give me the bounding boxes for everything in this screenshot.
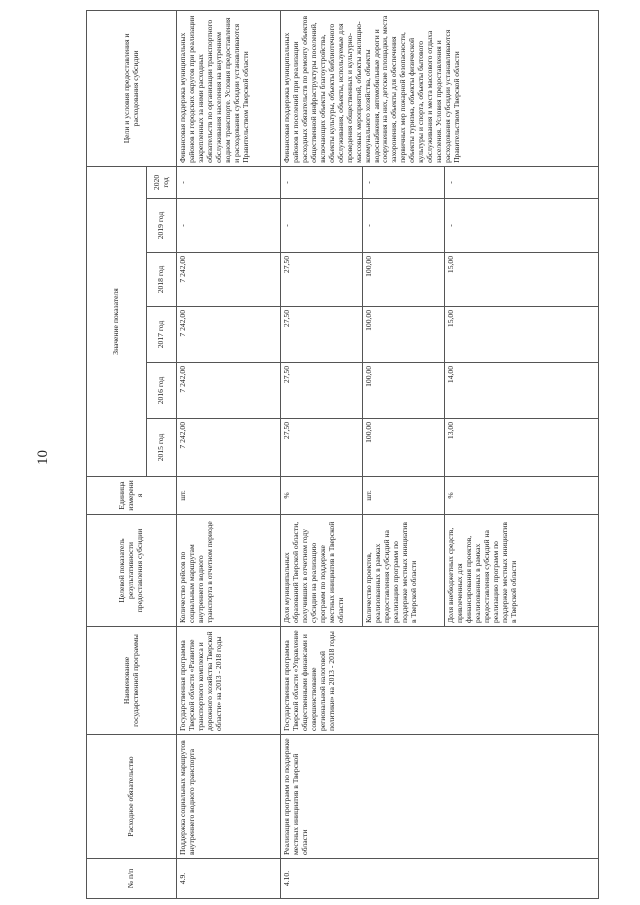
row-program: Государственная программа Тверской области «Развитие транспортного комплекса и дорожного хозяйства Тверской области» на 2013 - 2018 годы <box>177 627 281 735</box>
row-goals: Финансовая поддержка муниципальных районов и городских округов при реализации закрепленных за ними расходных обязательств по организации транспортного обслуживания населения на внутреннем водном транспорте. Условия предоставления и расходования субсидии устанавливаются Правительством Тверской области <box>177 10 281 166</box>
row-no: 4.9. <box>177 859 281 899</box>
value-2015: 7 242,00 <box>177 419 281 477</box>
header-unit: Единица измерения <box>87 477 177 515</box>
header-obligation: Расходное обязательство <box>87 735 177 859</box>
header-year-2018: 2018 год <box>147 253 177 307</box>
row-obligation: Реализация программ по поддержке местных инициатив в Тверской области <box>281 735 599 859</box>
value-2017: 15,00 <box>445 307 599 363</box>
row-unit: % <box>281 477 363 515</box>
row-program: Государственная программа Тверской области «Управление общественными финансами и совершенствование региональной налоговой политики» на 2013 - 2018 годы <box>281 627 599 735</box>
value-2019: - <box>445 199 599 253</box>
header-indicator: Целевой показатель результативности предоставления субсидии <box>87 515 177 627</box>
value-2020: - <box>363 166 445 198</box>
header-year-2017: 2017 год <box>147 307 177 363</box>
row-no: 4.10. <box>281 859 599 899</box>
value-2018: 7 242,00 <box>177 253 281 307</box>
header-values-group: Значение показателя <box>87 166 147 476</box>
header-program: Наименование государственной программы <box>87 627 177 735</box>
row-obligation: Поддержка социальных маршрутов внутреннего водного транспорта <box>177 735 281 859</box>
subsidy-indicators-table <box>86 10 599 899</box>
row-unit: шт. <box>363 477 445 515</box>
header-year-2019: 2019 год <box>147 199 177 253</box>
row-unit: шт. <box>177 477 281 515</box>
value-2016: 14,00 <box>445 363 599 419</box>
value-2017: 27,50 <box>281 307 363 363</box>
row-goals: Финансовая поддержка муниципальных районов и поселений при реализации расходных обязательств по ремонту объектов общественной инфраструктуры поселений, включающих объекты благоустройства, объекты культуры, объекты библиотечного обслуживания, объекты, используемые для проведения общественных и культурно-массовых мероприятий, объекты жилищно-коммунального хозяйства, объекты водоснабжения, автомобильные дороги и сооружения на них, детские площадки, места захоронения, объекты для обеспечения первичных мер пожарной безопасности, объекты туризма, объекты физической культуры и спорта, объекты бытового обслуживания и места массового отдыха населения. Условия предоставления и расходования субсидии устанавливаются Правительством Тверской области <box>281 10 599 166</box>
header-year-2020: 2020 год <box>147 166 177 198</box>
value-2017: 100,00 <box>363 307 445 363</box>
row-indicator: Количество рейсов по социальным маршрутам внутреннего водного транспорта в отчетном периоде <box>177 515 281 627</box>
value-2016: 27,50 <box>281 363 363 419</box>
value-2020: - <box>281 166 363 198</box>
value-2020: - <box>177 166 281 198</box>
value-2020: - <box>445 166 599 198</box>
row-indicator: Доля внебюджетных средств, привлеченных для финансирования проектов, реализованных в рамках предоставления субсидий на реализацию программ по поддержке местных инициатив в Тверской области <box>445 515 599 627</box>
value-2018: 27,50 <box>281 253 363 307</box>
row-indicator: Количество проектов, реализованных в рамках предоставления субсидий на реализацию программ по поддержке местных инициатив в Тверской области <box>363 515 445 627</box>
table-row <box>281 10 363 898</box>
value-2015: 13,00 <box>445 419 599 477</box>
value-2019: - <box>177 199 281 253</box>
value-2016: 100,00 <box>363 363 445 419</box>
header-year-2015: 2015 год <box>147 419 177 477</box>
value-2017: 7 242,00 <box>177 307 281 363</box>
row-unit: % <box>445 477 599 515</box>
value-2015: 100,00 <box>363 419 445 477</box>
value-2015: 27,50 <box>281 419 363 477</box>
value-2016: 7 242,00 <box>177 363 281 419</box>
value-2019: - <box>363 199 445 253</box>
row-indicator: Доля муниципальных образований Тверской области, получивших в отчетном году субсидии на реализацию программ по поддержке местных инициатив в Тверской области <box>281 515 363 627</box>
header-year-2016: 2016 год <box>147 363 177 419</box>
header-goals: Цели и условия предоставления и расходования субсидии <box>87 10 177 166</box>
value-2018: 100,00 <box>363 253 445 307</box>
value-2019: - <box>281 199 363 253</box>
value-2018: 15,00 <box>445 253 599 307</box>
header-no: № п/п <box>87 859 177 899</box>
table-row <box>177 10 281 898</box>
page-number: 10 <box>35 450 51 465</box>
